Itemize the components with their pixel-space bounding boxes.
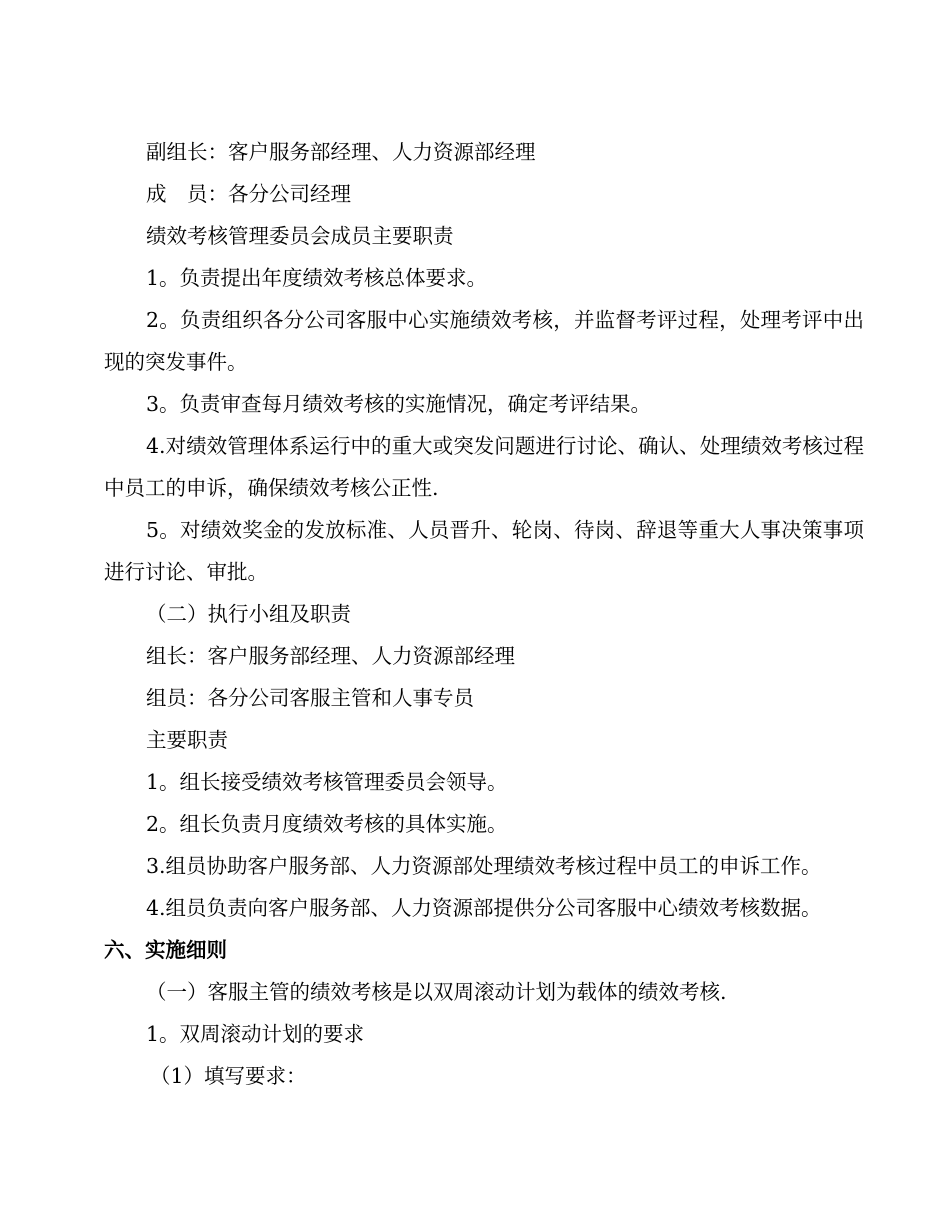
committee-duty-4: 4.对绩效管理体系运行中的重大或突发问题进行讨论、确认、处理绩效考核过程中员工的申诉，确保绩效考核公正性. [104,434,864,500]
deputy-leader-line: 副组长：客户服务部经理、人力资源部经理 [146,140,536,164]
committee-duty-2: 2。负责组织各分公司客服中心实施绩效考核，并监督考评过程，处理考评中出现的突发事件。 [104,308,864,374]
committee-duty-1: 1。负责提出年度绩效考核总体要求。 [146,266,488,290]
committee-duty-5: 5。对绩效奖金的发放标准、人员晋升、轮岗、待岗、辞退等重大人事决策事项进行讨论、审批。 [104,518,864,584]
committee-duties-heading: 绩效考核管理委员会成员主要职责 [146,224,454,248]
main-duties-heading: 主要职责 [146,728,228,752]
group-leader-line: 组长：客户服务部经理、人力资源部经理 [146,644,515,668]
fill-in-requirements: （1）填写要求： [150,1064,307,1088]
implementation-paragraph-1: （一）客服主管的绩效考核是以双周滚动计划为载体的绩效考核. [146,980,727,1004]
execution-group-heading: （二）执行小组及职责 [146,602,351,626]
members-line: 成 员：各分公司经理 [146,182,351,206]
document-body [104,131,864,1097]
group-duty-2: 2。组长负责月度绩效考核的具体实施。 [146,812,508,836]
group-members-line: 组员：各分公司客服主管和人事专员 [146,686,474,710]
group-duty-1: 1。组长接受绩效考核管理委员会领导。 [146,770,508,794]
rolling-plan-requirements: 1。双周滚动计划的要求 [146,1022,365,1046]
group-duty-4: 4.组员负责向客户服务部、人力资源部提供分公司客服中心绩效考核数据。 [146,896,822,920]
section-six-heading: 六、实施细则 [104,938,227,962]
committee-duty-3: 3。负责审查每月绩效考核的实施情况，确定考评结果。 [146,392,652,416]
group-duty-3: 3.组员协助客户服务部、人力资源部处理绩效考核过程中员工的申诉工作。 [146,854,822,878]
